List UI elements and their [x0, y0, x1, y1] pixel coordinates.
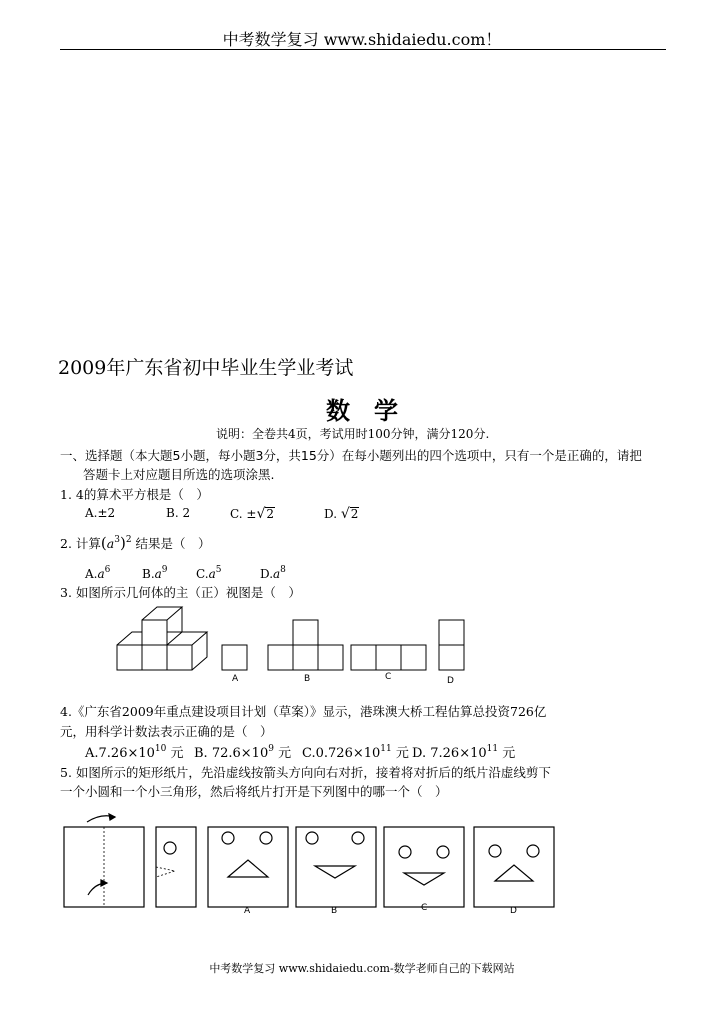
- q2-a-base: a: [97, 567, 105, 581]
- q1-option-d-prefix: D.: [324, 507, 338, 521]
- q1-option-c-prefix: C. ±: [230, 507, 257, 521]
- page-footer: 中考数学复习 www.shidaiedu.com-数学老师自己的下载网站: [209, 962, 515, 975]
- q5-paper-step1: [64, 814, 144, 907]
- q4-c-unit: 元: [395, 746, 409, 761]
- q2-option-c: [196, 565, 221, 581]
- q4-b-times: ×10: [240, 746, 269, 761]
- q5-option-d-figure: [474, 827, 554, 907]
- q2-c-base: a: [208, 567, 216, 581]
- q2-option-b: [142, 565, 168, 581]
- q4-b-mantissa: 72.6: [211, 746, 241, 761]
- q1-option-d-radicand: 2: [350, 507, 359, 521]
- q4-a-mantissa: 7.26: [98, 746, 128, 761]
- q3-option-b-figure: [268, 620, 343, 670]
- q2-d-exp: 8: [280, 565, 286, 575]
- q4-a-times: ×10: [127, 746, 155, 761]
- q3-option-d-figure: [439, 620, 464, 670]
- q1-option-c-radicand: 2: [266, 507, 274, 521]
- q3-solid: [117, 607, 207, 670]
- q4-d-label: D.: [412, 746, 427, 761]
- q5-label-c: C: [421, 903, 428, 913]
- section-one-heading: [60, 446, 642, 484]
- q5-label-b: B: [331, 906, 338, 916]
- q3-label-c: C: [385, 672, 392, 682]
- q2-d-label: D.: [260, 567, 274, 581]
- page-header: 中考数学复习 www.shidaiedu.com！: [222, 30, 502, 49]
- q5-label-d: D: [510, 906, 517, 916]
- q4-d-exp: 11: [486, 744, 499, 754]
- q4-c-label: C.: [302, 746, 316, 761]
- q4-option-a: [85, 742, 184, 761]
- section-one-line1: 一、选择题（本大题5小题，每小题3分，共15分）在每小题列出的四个选项中，只有一个是正确的，请把: [60, 448, 642, 463]
- subject-title: 数 学: [326, 397, 398, 425]
- q3-label-b: B: [304, 674, 311, 684]
- q4-b-unit: 元: [278, 746, 292, 761]
- q5-option-a-figure: [208, 827, 288, 907]
- q4-d-mantissa: 7.26: [430, 746, 460, 761]
- q5-option-c-figure: [384, 827, 464, 907]
- q2-stem-suffix: 结果是（ ）: [135, 536, 211, 551]
- q3-figure: [110, 605, 480, 687]
- header-rule: [60, 49, 666, 50]
- q2-outer-exponent: 2: [125, 535, 132, 545]
- q4-b-exp: 9: [268, 744, 274, 754]
- question-4-line2: 元，用科学计数法表示正确的是（ ）: [60, 724, 273, 739]
- q3-option-c-figure: [351, 645, 426, 670]
- q5-paper-step2: [156, 827, 196, 907]
- q4-d-unit: 元: [502, 746, 516, 761]
- q4-option-b: [194, 742, 291, 761]
- q2-d-base: a: [273, 567, 281, 581]
- q4-c-exp: 11: [380, 744, 392, 754]
- question-3-stem: 3. 如图所示几何体的主（正）视图是（ ）: [60, 585, 301, 600]
- q2-b-label: B.: [142, 567, 155, 581]
- exam-instructions: 说明：全卷共4页，考试用时100分钟，满分120分.: [216, 427, 490, 441]
- q4-option-c: [302, 742, 409, 761]
- question-2-stem: 2. 计算$(a^3)^2$ 结果是（ ）: [60, 534, 211, 552]
- q2-b-base: a: [154, 567, 162, 581]
- question-4-line1: 4.《广东省2009年重点建设项目计划（草案）》显示，港珠澳大桥工程估算总投资726亿: [60, 704, 547, 719]
- q4-a-label: A.: [85, 746, 99, 761]
- exam-title: 2009年广东省初中毕业生学业考试: [58, 357, 354, 379]
- question-5-line2: 一个小圆和一个小三角形，然后将纸片打开是下列图中的哪一个（ ）: [60, 784, 448, 799]
- q2-a-label: A.: [85, 567, 98, 581]
- question-5-line1: 5. 如图所示的矩形纸片，先沿虚线按箭头方向向右对折，接着将对折后的纸片沿虚线剪下: [60, 765, 551, 780]
- q2-a-exp: 6: [104, 565, 111, 575]
- q2-stem-prefix: 2. 计算: [60, 536, 101, 551]
- q2-base: a: [106, 536, 115, 551]
- q2-inner-exponent: 3: [114, 535, 120, 545]
- q4-c-mantissa: 0.726: [315, 746, 353, 761]
- q1-option-a: A.±2: [85, 506, 116, 520]
- q1-option-d: D. √2: [324, 506, 359, 522]
- q2-option-a: [85, 565, 110, 581]
- q4-a-unit: 元: [170, 746, 184, 761]
- q4-b-label: B.: [194, 746, 208, 761]
- q1-option-c: C. ±√2: [230, 506, 274, 522]
- q3-label-a: A: [232, 674, 239, 684]
- q3-option-a-figure: [222, 645, 247, 670]
- q5-label-a: A: [244, 906, 251, 916]
- q3-label-d: D: [447, 676, 454, 686]
- q1-option-b: B. 2: [166, 506, 191, 520]
- q4-c-times: ×10: [352, 746, 381, 761]
- q2-b-exp: 9: [161, 565, 168, 575]
- q4-d-times: ×10: [459, 746, 487, 761]
- q4-option-d: [412, 742, 515, 761]
- q4-a-exp: 10: [154, 744, 167, 754]
- q2-c-label: C.: [196, 567, 209, 581]
- q5-figure: [55, 805, 575, 917]
- q5-option-b-figure: [296, 827, 376, 907]
- q2-option-d: [260, 565, 286, 581]
- section-one-line2: 答题卡上对应题目所选的选项涂黑.: [83, 467, 275, 482]
- question-1-stem: 1. 4的算术平方根是（ ）: [60, 487, 209, 502]
- q2-c-exp: 5: [215, 565, 222, 575]
